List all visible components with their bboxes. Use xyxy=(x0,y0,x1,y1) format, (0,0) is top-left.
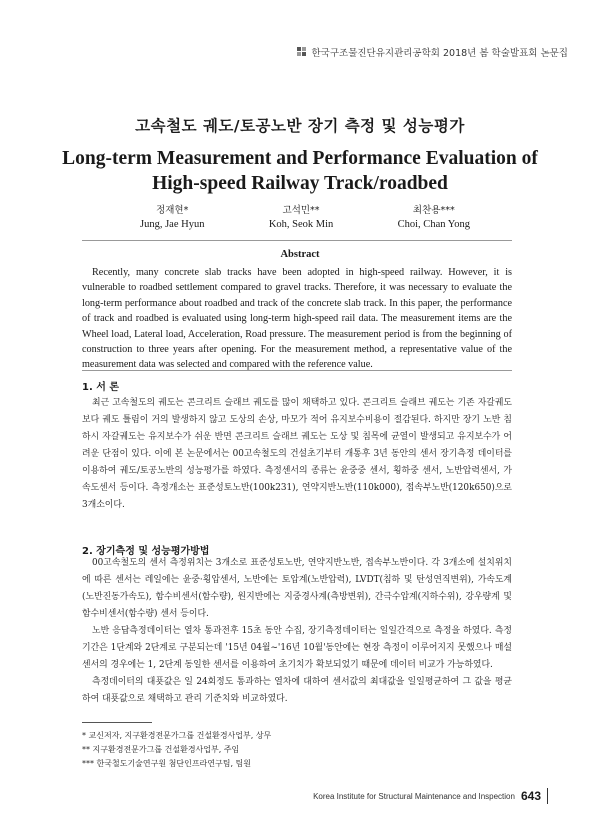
footnote-divider xyxy=(82,722,152,723)
journal-name: 한국구조물진단유지관리공학회 2018년 봄 학술발표회 논문집 xyxy=(311,48,568,59)
author-1 xyxy=(140,204,204,232)
title-korean: 고속철도 궤도/토공노반 장기 측정 및 성능평가 xyxy=(135,117,465,135)
divider-top xyxy=(82,240,512,241)
author-3-korean: 최찬용*** xyxy=(412,205,455,216)
author-2-english: Koh, Seok Min xyxy=(268,219,334,230)
abstract-text: Recently, many concrete slab tracks have been adopted in high-speed railway. However, it is vulnerable to roadbed settlement compared to gravel tracks. Therefore, it was necessary to evaluate the long-term performance about roadbed and track of the concrete slab track. In this paper, the performance of track and roadbed is evaluated using long-term high-speed rail data. The measurement items are the Wheel load, Lateral load, Acceleration, Road pressure. The measurement period is from the beginning of construction to three years after opening. For the measurement method, a representative value of the measurement data was selected and compared with the reference value. xyxy=(82,267,512,371)
title-english-line-2: High-speed Railway Track/roadbed xyxy=(152,173,448,194)
abstract-heading: Abstract xyxy=(280,249,320,260)
section-2-heading: 2. 장기측정 및 성능평가방법 xyxy=(82,546,210,557)
author-3-english: Choi, Chan Yong xyxy=(397,219,470,230)
section-1-heading: 1. 서 론 xyxy=(82,382,120,393)
footnote-2: ** 지구환경전문가그룹 건설환경사업부, 주임 xyxy=(82,745,240,754)
page-footer xyxy=(313,788,548,804)
section-1-paragraph-1: 최근 고속철도의 궤도는 콘크리트 슬래브 궤도를 많이 채택하고 있다. 콘크리트 슬래브 궤도는 기존 자갈궤도보다 궤도 틀림이 거의 발생하지 않고 도상의 손상, 마모가 적어 유지보수비용이 절감된다. 하지만 장기 노반 침하시 자갈궤도는 유지보수가 쉬운 반면 콘크리트 슬래브 궤도는 도상 및 침목에 균열이 발생되고 유지보수가 어려운 단점이 있다. 이에 본 논문에서는 00고속철도의 건설초기부터 개통후 3년 동안의 센서 장기측정 데이터를 이용하여 궤도/토공노반의 성능평가를 하였다. 측정센서의 종류는 윤중중 센서, 횡하중 센서, 노반압력센서, 가속도센서 등이다. 측정개소는 표준성토노반(100k231), 연약지반노반(110k000), 접속부노반(120k650)으로 3개소이다. xyxy=(82,398,512,510)
author-1-english: Jung, Jae Hyun xyxy=(140,219,205,230)
footnotes xyxy=(82,729,271,771)
title-english xyxy=(0,146,600,196)
footer-organization: Korea Institute for Structural Maintenance and Inspection xyxy=(313,791,515,801)
footer-divider xyxy=(547,788,548,804)
author-list xyxy=(140,204,470,232)
section-2-paragraph-1: 00고속철도의 센서 측정위치는 3개소로 표준성토노반, 연약지반노반, 접속부노반이다. 각 3개소에 설치위치에 따른 센서는 레일에는 윤중·횡압센서, 노반에는 토압계(노반압력), LVDT(침하 및 탄성연직변위), 가속도계(노반진동가속도), 함수비센서(함수량), 원지반에는 지중경사계(측방변위), 간극수압계(지하수위), 강우량계 및 함수비센서(함수량) 센서 등이다. xyxy=(82,558,512,619)
author-2 xyxy=(269,204,333,232)
journal-header xyxy=(297,45,568,59)
section-2-paragraph-2: 노반 응답측정데이터는 열차 통과전후 15초 동안 수집, 장기측정데이터는 일일간격으로 측정을 하였다. 측정기간은 1단계와 2단계로 구분되는데 '15년 04월~'16년 10월'동안에는 현장 측정이 이루어지지 못했으나 매설센서의 경우에는 1, 2단계 동일한 센서를 이용하여 초기치가 확보되었기 때문에 데이터 비교가 가능하였다. xyxy=(82,626,512,670)
divider-abstract xyxy=(82,370,512,371)
title-english-line-1: Long-term Measurement and Performance Evaluation of xyxy=(62,148,538,169)
journal-logo-icon xyxy=(297,47,307,57)
footnote-1: * 교신저자, 지구환경전문가그룹 건설환경사업부, 상무 xyxy=(82,731,272,740)
author-3 xyxy=(398,204,470,232)
author-2-korean: 고석민** xyxy=(282,205,320,216)
author-1-korean: 정재현* xyxy=(156,205,189,216)
page-number: 643 xyxy=(520,789,541,803)
footnote-3: *** 한국철도기술연구원 첨단인프라연구팀, 팀원 xyxy=(82,759,252,768)
section-2-paragraph-3: 측정데이터의 대푯값은 일 24회정도 통과하는 열차에 대하여 센서값의 최대값을 일일평균하여 그 값을 평균하여 대푯값으로 채택하고 관리 기준치와 비교하였다. xyxy=(82,677,512,704)
